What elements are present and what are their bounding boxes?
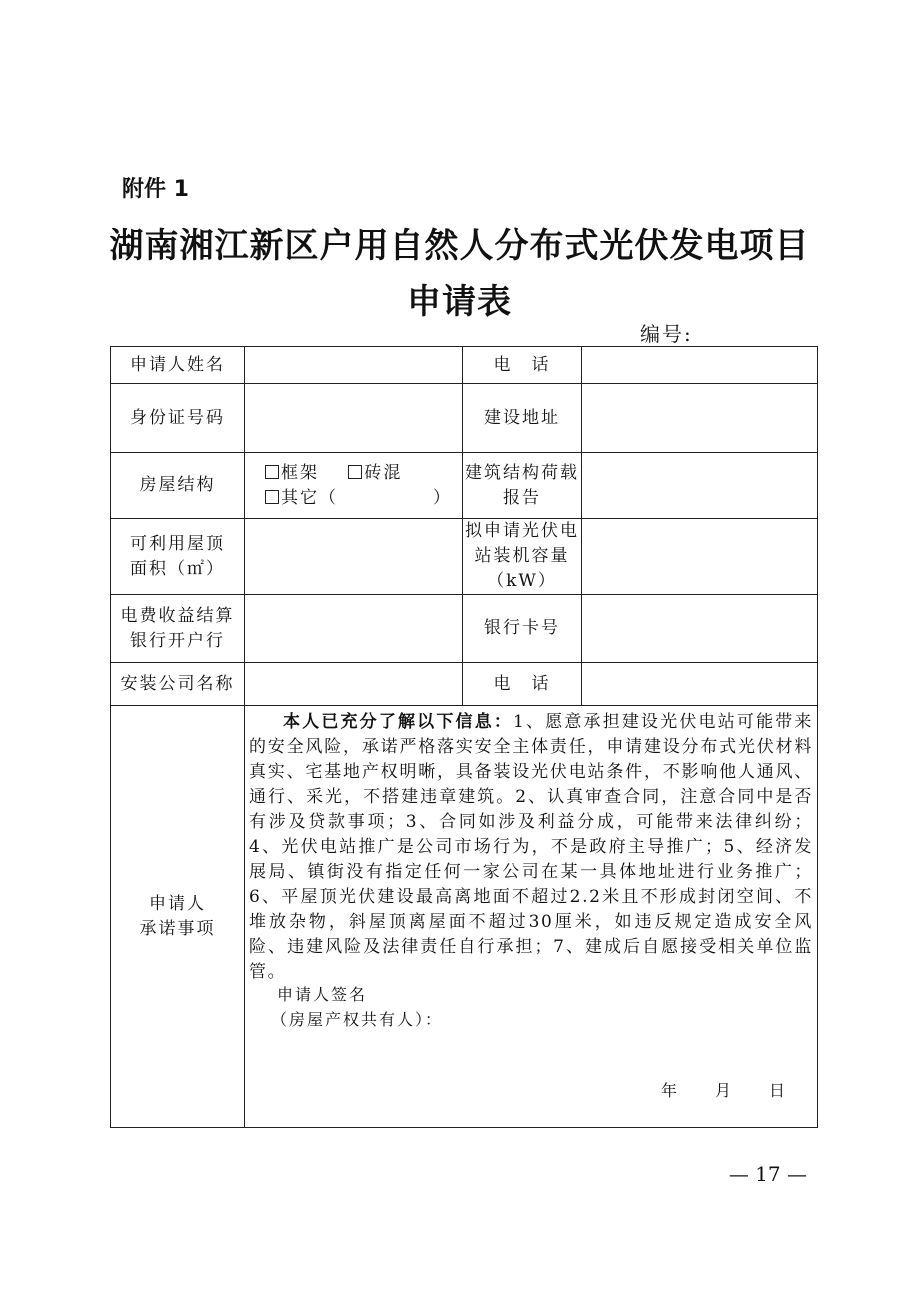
capacity-label-line2: 站装机容量 <box>474 546 570 566</box>
frame-option[interactable] <box>265 463 319 483</box>
signature-block <box>271 982 444 1032</box>
commitment-label-line1: 申请人 <box>149 893 206 914</box>
serial-number-label: 编号: <box>640 322 693 346</box>
capacity-label <box>463 519 582 595</box>
roof-area-label <box>111 519 245 595</box>
row-roof-area <box>111 519 818 595</box>
row-applicant-name <box>111 347 818 384</box>
capacity-field[interactable] <box>582 519 818 595</box>
application-form-table <box>110 346 818 1128</box>
frame-option-label: 框架 <box>281 462 319 483</box>
phone-field[interactable] <box>582 347 818 384</box>
date-month: 月 <box>714 1081 733 1100</box>
load-report-label: 建筑结构荷载报告 <box>463 453 582 519</box>
bank-field[interactable] <box>245 595 463 663</box>
installer-phone-label: 电 话 <box>463 663 582 706</box>
applicant-name-field[interactable] <box>245 347 463 384</box>
bank-card-label: 银行卡号 <box>463 595 582 663</box>
build-address-label: 建设地址 <box>463 384 582 453</box>
capacity-label-line1: 拟申请光伏电 <box>465 521 579 541</box>
brick-checkbox[interactable] <box>348 465 362 479</box>
installer-phone-field[interactable] <box>582 663 818 706</box>
house-structure-options <box>245 453 463 519</box>
installer-label: 安装公司名称 <box>111 663 245 706</box>
frame-checkbox[interactable] <box>265 465 279 479</box>
commitment-text <box>249 710 813 985</box>
applicant-name-label: 申请人姓名 <box>111 347 245 384</box>
installer-field[interactable] <box>245 663 463 706</box>
bank-label <box>111 595 245 663</box>
row-installer <box>111 663 818 706</box>
signature-label: 申请人签名 <box>277 985 368 1004</box>
other-checkbox[interactable] <box>265 490 279 504</box>
roof-area-field[interactable] <box>245 519 463 595</box>
bank-label-line2: 银行开户行 <box>130 630 225 651</box>
commitment-body: 1、愿意承担建设光伏电站可能带来的安全风险，承诺严格落实安全主体责任，申请建设分布式光伏材料真实、宅基地产权明晰，具备装设光伏电站条件，不影响他人通风、通行、采光，不搭建违章建筑。2、认真审查合同，注意合同中是否有涉及贷款事项；3、合同如涉及利益分成，可能带来法律纠纷；4、光伏电站推广是公司市场行为，不是政府主导推广；5、经济发展局、镇街没有指定任何一家公司在某一具体地址进行业务推广；6、平屋顶光伏建设最高离地面不超过2.2米且不形成封闭空间、不堆放杂物，斜屋顶离屋面不超过30厘米，如违反规定造成安全风险、违建风险及法律责任自行承担；7、建成后自愿接受相关单位监管。 <box>249 712 814 982</box>
roof-area-label-line2: 面积（㎡） <box>130 558 225 579</box>
attachment-label: 附件 1 <box>122 177 189 202</box>
row-id-number <box>111 384 818 453</box>
date-day: 日 <box>768 1081 787 1100</box>
commitment-label-line2: 承诺事项 <box>139 918 216 939</box>
bank-card-field[interactable] <box>582 595 818 663</box>
row-commitment <box>111 706 818 1128</box>
commitment-content <box>245 706 818 1128</box>
commitment-label <box>111 706 245 1128</box>
document-subtitle: 申请表 <box>407 282 512 322</box>
phone-label: 电 话 <box>463 347 582 384</box>
bank-label-line1: 电费收益结算 <box>120 605 235 626</box>
signature-sub-label: （房屋产权共有人）： <box>271 1010 444 1029</box>
row-bank <box>111 595 818 663</box>
row-house-structure <box>111 453 818 519</box>
page-number: — 17 — <box>728 1162 807 1186</box>
load-report-field[interactable] <box>582 453 818 519</box>
brick-option-label: 砖混 <box>364 462 403 483</box>
commitment-bold-intro: 本人已充分了解以下信息： <box>283 712 514 732</box>
house-structure-label: 房屋结构 <box>111 453 245 519</box>
id-number-label: 身份证号码 <box>111 384 245 453</box>
brick-option[interactable] <box>348 463 402 483</box>
other-option-label: 其它（ ） <box>281 487 452 508</box>
capacity-label-line3: （kW） <box>487 571 557 591</box>
other-option[interactable] <box>265 488 452 508</box>
build-address-field[interactable] <box>582 384 818 453</box>
document-title: 湖南湘江新区户用自然人分布式光伏发电项目 <box>109 226 810 266</box>
date-line <box>625 1078 787 1101</box>
date-year: 年 <box>660 1081 679 1100</box>
roof-area-label-line1: 可利用屋顶 <box>130 533 225 554</box>
id-number-field[interactable] <box>245 384 463 453</box>
